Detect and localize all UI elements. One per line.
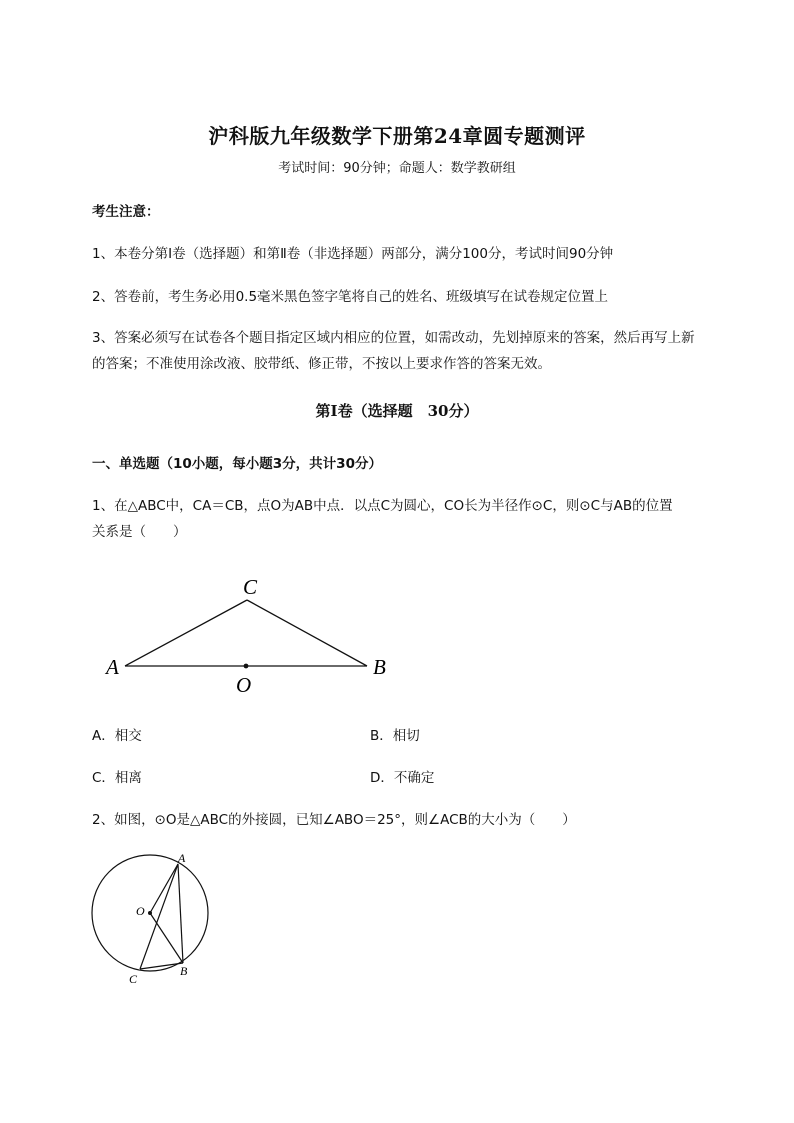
exam-info: 考试时间：90分钟；命题人：数学教研组 bbox=[278, 161, 516, 176]
label-a: A bbox=[178, 851, 186, 865]
segment-ab bbox=[178, 864, 183, 963]
question-1-option-d: D．不确定 bbox=[370, 770, 435, 786]
question-1-text-cont: 关系是（ ） bbox=[92, 524, 187, 540]
label-c: C bbox=[243, 575, 258, 599]
label-b: B bbox=[180, 964, 188, 978]
question-2-text: 2、如图，⊙O是△ABC的外接圆，已知∠ABO＝25°，则∠ACB的大小为（ ） bbox=[92, 812, 576, 828]
label-b: B bbox=[373, 655, 386, 679]
question-1-option-b: B．相切 bbox=[370, 728, 420, 744]
midpoint-o-dot bbox=[244, 664, 249, 669]
label-a: A bbox=[106, 655, 119, 679]
question-1-text: 1、在△ABC中，CA＝CB，点O为AB中点．以点C为圆心，CO长为半径作⊙C，则⊙C与AB的位置 bbox=[92, 498, 673, 514]
label-o: O bbox=[136, 904, 145, 918]
notice-item-3-cont: 的答案；不准使用涂改液、胶带纸、修正带，不按以上要求作答的答案无效。 bbox=[92, 356, 551, 372]
notice-heading: 考生注意： bbox=[92, 204, 160, 220]
segment-cb bbox=[140, 963, 183, 969]
segment-ob bbox=[150, 913, 183, 963]
notice-item-3: 3、答案必须写在试卷各个题目指定区域内相应的位置，如需改动，先划掉原来的答案，然后再写上新 bbox=[92, 330, 695, 346]
notice-item-1: 1、本卷分第I卷（选择题）和第Ⅱ卷（非选择题）两部分，满分100分，考试时间90分钟 bbox=[92, 246, 614, 262]
segment-oa bbox=[150, 864, 178, 913]
segment-cb bbox=[247, 600, 367, 666]
center-o-dot bbox=[148, 911, 152, 915]
part1-title: 第I卷（选择题 30分） bbox=[315, 402, 479, 420]
page-title: 沪科版九年级数学下册第24章圆专题测评 bbox=[208, 124, 586, 148]
label-o: O bbox=[236, 673, 252, 697]
question-1-option-a: A．相交 bbox=[92, 728, 142, 744]
question-1-option-c: C．相离 bbox=[92, 770, 142, 786]
question-2-figure bbox=[88, 848, 218, 988]
question-1-figure bbox=[95, 570, 405, 700]
section-heading: 一、单选题（10小题，每小题3分，共计30分） bbox=[92, 456, 382, 472]
segment-ac bbox=[140, 864, 178, 969]
notice-item-2: 2、答卷前，考生务必用0.5毫米黑色签字笔将自己的姓名、班级填写在试卷规定位置上 bbox=[92, 289, 609, 305]
label-c: C bbox=[129, 972, 138, 986]
segment-ac bbox=[125, 600, 247, 666]
